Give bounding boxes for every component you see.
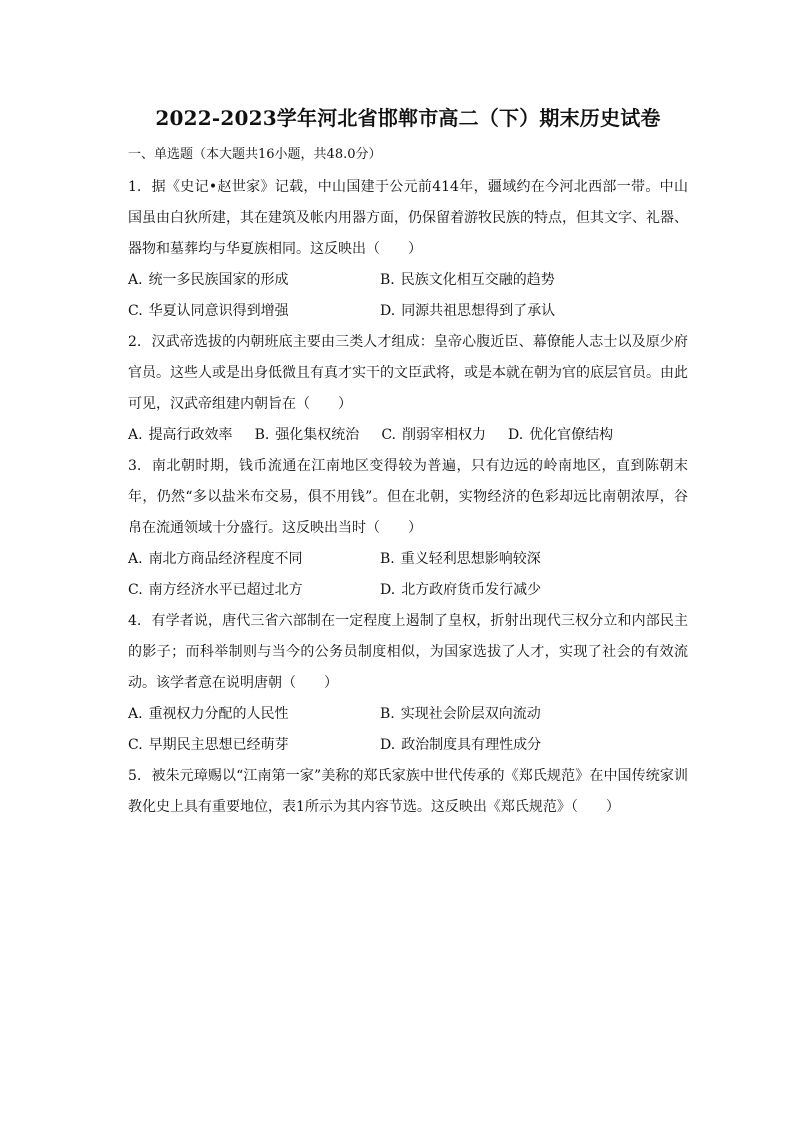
option-letter: B. (380, 551, 395, 567)
question-text: 被朱元璋赐以“江南第一家”美称的郑氏家族中世代传承的《郑氏规范》在中国传统家训教化史上具有重要地位，表1所示为其内容节选。这反映出《郑氏规范》（ ） (128, 768, 688, 815)
option-a (128, 420, 233, 451)
option-text: 南方经济水平已超过北方 (148, 582, 303, 598)
option-c (128, 730, 380, 761)
option-text: 重义轻利思想影响较深 (400, 551, 541, 567)
option-letter: B. (254, 427, 270, 443)
option-letter: B. (380, 272, 395, 288)
option-b (380, 265, 688, 296)
question-stem (128, 172, 688, 265)
option-letter: D. (507, 427, 524, 443)
option-b (380, 699, 688, 730)
option-letter: D. (380, 737, 396, 753)
question-number: 2. (128, 334, 142, 350)
question-number: 4. (128, 613, 142, 629)
option-letter: A. (128, 427, 143, 443)
options-row (128, 420, 688, 451)
question-number: 5. (128, 768, 142, 784)
option-d (380, 730, 688, 761)
question-stem (128, 327, 688, 420)
option-text: 重视权力分配的人民性 (148, 706, 289, 722)
option-a (128, 265, 380, 296)
option-letter: D. (380, 303, 396, 319)
question-stem (128, 451, 688, 544)
options-grid (128, 544, 688, 606)
question-4 (128, 606, 688, 761)
question-5 (128, 761, 688, 823)
option-letter: A. (128, 272, 143, 288)
question-3 (128, 451, 688, 606)
question-text: 有学者说，唐代三省六部制在一定程度上遏制了皇权，折射出现代三权分立和内部民主的影子；而科举制则与当今的公务员制度相似，为国家选拔了人才，实现了社会的有效流动。该学者意在说明唐朝（ ） (128, 613, 688, 691)
question-text: 据《史记•赵世家》记载，中山国建于公元前414年，疆域约在今河北西部一带。中山国虽由白狄所建，其在建筑及帐内用器方面，仍保留着游牧民族的特点，但其文字、礼器、器物和墓葬均与华夏族相同。这反映出（ ） (128, 179, 688, 257)
option-text: 优化官僚结构 (529, 427, 614, 443)
option-text: 提高行政效率 (148, 427, 233, 443)
option-text: 早期民主思想已经萌芽 (148, 737, 289, 753)
option-c (128, 575, 380, 606)
question-text: 汉武帝选拔的内朝班底主要由三类人才组成：皇帝心腹近臣、幕僚能人志士以及原少府官员。这些人或是出身低微且有真才实干的文臣武将，或是本就在朝为官的底层官员。由此可见，汉武帝组建内朝旨在（ ） (128, 334, 688, 412)
option-letter: A. (128, 551, 143, 567)
section-heading: 一、单选题（本大题共16小题，共48.0分） (128, 147, 382, 162)
exam-title: 2022-2023学年河北省邯郸市高二（下）期末历史试卷 (155, 106, 661, 130)
option-text: 实现社会阶层双向流动 (400, 706, 541, 722)
option-text: 削弱宰相权力 (401, 427, 486, 443)
option-b (380, 544, 688, 575)
option-letter: C. (128, 582, 143, 598)
question-2 (128, 327, 688, 451)
question-number: 1. (128, 179, 142, 195)
option-b (255, 420, 360, 451)
options-grid (128, 699, 688, 761)
option-text: 北方政府货币发行减少 (401, 582, 542, 598)
option-d (380, 296, 688, 327)
option-text: 强化集权统治 (275, 427, 360, 443)
options-grid (128, 265, 688, 327)
option-letter: D. (380, 582, 396, 598)
question-stem (128, 606, 688, 699)
question-number: 3. (128, 458, 142, 474)
option-text: 华夏认同意识得到增强 (148, 303, 289, 319)
option-letter: C. (381, 427, 396, 443)
option-c (128, 296, 380, 327)
option-a (128, 699, 380, 730)
option-text: 政治制度具有理性成分 (401, 737, 542, 753)
option-text: 统一多民族国家的形成 (148, 272, 289, 288)
option-d (508, 420, 613, 451)
option-text: 同源共祖思想得到了承认 (401, 303, 556, 319)
question-stem (128, 761, 688, 823)
option-letter: C. (128, 737, 143, 753)
option-letter: A. (128, 706, 143, 722)
question-1 (128, 172, 688, 327)
option-a (128, 544, 380, 575)
option-text: 南北方商品经济程度不同 (148, 551, 303, 567)
question-text: 南北朝时期，钱币流通在江南地区变得较为普遍，只有边远的岭南地区，直到陈朝末年，仍然“多以盐米布交易，俱不用钱”。但在北朝，实物经济的色彩却远比南朝浓厚，谷帛在流通领域十分盛行。这反映出当时（ ） (128, 458, 688, 536)
option-d (380, 575, 688, 606)
option-letter: C. (128, 303, 143, 319)
option-text: 民族文化相互交融的趋势 (400, 272, 555, 288)
option-c (381, 420, 486, 451)
option-letter: B. (380, 706, 395, 722)
